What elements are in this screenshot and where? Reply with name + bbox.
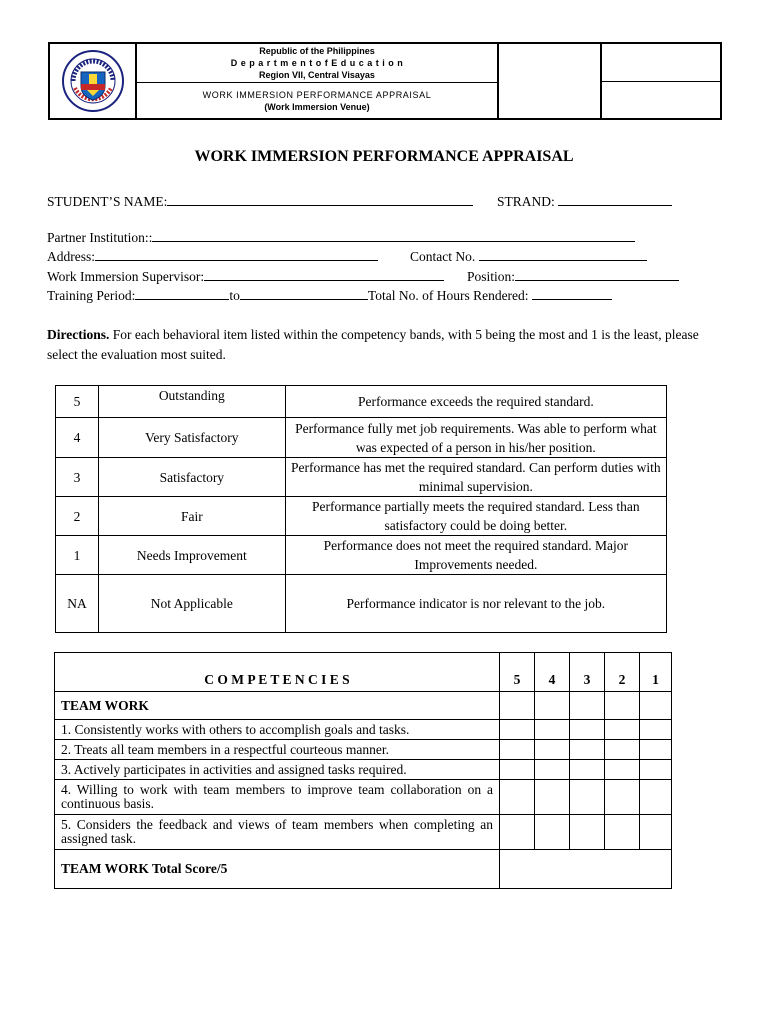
- competency-item: 3. Actively participates in activities and assigned tasks required.: [55, 760, 500, 780]
- total-label: TEAM WORK Total Score/5: [55, 850, 500, 889]
- scale-desc: Performance fully met job requirements. Was able to perform what was expected of a person in his/her position.: [285, 418, 666, 458]
- rating-col-1: 1: [640, 653, 672, 692]
- address-field[interactable]: [47, 248, 378, 265]
- rating-col-2: 2: [605, 653, 640, 692]
- strand-field[interactable]: [497, 193, 672, 210]
- partner-institution-label: Partner Institution::: [47, 230, 153, 245]
- scale-label: Fair: [98, 497, 285, 536]
- competency-row: [55, 720, 672, 740]
- rating-cell[interactable]: [640, 815, 672, 850]
- department-line: D e p a r t m e n t o f E d u c a t i o n: [230, 58, 404, 68]
- rating-cell[interactable]: [500, 815, 535, 850]
- scale-rating: NA: [56, 575, 99, 633]
- rating-cell[interactable]: [570, 780, 605, 815]
- rating-cell[interactable]: [500, 760, 535, 780]
- rating-cell[interactable]: [640, 780, 672, 815]
- scale-rating: 3: [56, 458, 99, 497]
- rating-cell[interactable]: [500, 692, 535, 720]
- rating-cell[interactable]: [640, 760, 672, 780]
- rating-cell[interactable]: [500, 780, 535, 815]
- scale-desc: Performance has met the required standard. Can perform duties with minimal supervision.: [285, 458, 666, 497]
- competency-item: 2. Treats all team members in a respectful courteous manner.: [55, 740, 500, 760]
- deped-seal-icon: [50, 44, 137, 118]
- student-name-label: STUDENT’S NAME:: [47, 194, 168, 209]
- rating-cell[interactable]: [500, 720, 535, 740]
- scale-label: Outstanding: [98, 386, 285, 418]
- competency-item: 4. Willing to work with team members to improve team collaboration on a continuous basis.: [55, 780, 500, 815]
- rating-cell[interactable]: [605, 815, 640, 850]
- scale-desc: Performance partially meets the required standard. Less than satisfactory could be doing better.: [285, 497, 666, 536]
- total-score-cell[interactable]: [500, 850, 672, 889]
- region-line: Region VII, Central Visayas: [259, 70, 375, 80]
- supervisor-label: Work Immersion Supervisor:: [47, 269, 205, 284]
- scale-row: [56, 536, 667, 575]
- section-title: TEAM WORK: [55, 692, 500, 720]
- scale-row: [56, 458, 667, 497]
- competency-row: [55, 760, 672, 780]
- scale-row: [56, 497, 667, 536]
- header-blank-cell-2: [602, 44, 720, 118]
- rating-cell[interactable]: [500, 740, 535, 760]
- competency-item: 1. Consistently works with others to accomplish goals and tasks.: [55, 720, 500, 740]
- competencies-table: [54, 652, 672, 889]
- rating-cell[interactable]: [640, 720, 672, 740]
- rating-cell[interactable]: [570, 720, 605, 740]
- rating-cell[interactable]: [605, 780, 640, 815]
- scale-label: Not Applicable: [98, 575, 285, 633]
- rating-cell[interactable]: [535, 760, 570, 780]
- address-label: Address:: [47, 249, 95, 264]
- position-field[interactable]: [467, 268, 679, 285]
- logo-cell: [50, 44, 137, 118]
- rating-cell[interactable]: [535, 780, 570, 815]
- scale-label: Needs Improvement: [98, 536, 285, 575]
- form-title-line: WORK IMMERSION PERFORMANCE APPRAISAL: [202, 90, 432, 100]
- scale-label: Very Satisfactory: [98, 418, 285, 458]
- section-row: [55, 692, 672, 720]
- rating-cell[interactable]: [570, 740, 605, 760]
- competencies-header: C O M P E T E N C I E S: [55, 653, 500, 692]
- student-name-field[interactable]: [47, 193, 473, 210]
- competency-row: [55, 740, 672, 760]
- competency-row: [55, 815, 672, 850]
- rating-cell[interactable]: [640, 740, 672, 760]
- rating-col-3: 3: [570, 653, 605, 692]
- venue-line: (Work Immersion Venue): [264, 102, 370, 112]
- rating-cell[interactable]: [605, 740, 640, 760]
- hours-label: Total No. of Hours Rendered:: [367, 288, 529, 303]
- to-label: to: [229, 288, 240, 303]
- supervisor-field[interactable]: [47, 268, 444, 285]
- rating-cell[interactable]: [570, 760, 605, 780]
- rating-cell[interactable]: [535, 692, 570, 720]
- scale-rating: 4: [56, 418, 99, 458]
- letterhead-text-cell: [137, 44, 499, 118]
- scale-desc: Performance does not meet the required standard. Major Improvements needed.: [285, 536, 666, 575]
- rating-col-4: 4: [535, 653, 570, 692]
- scale-row: [56, 575, 667, 633]
- rating-cell[interactable]: [605, 692, 640, 720]
- directions: [47, 325, 717, 365]
- header-blank-cell: [499, 44, 602, 118]
- training-period-field[interactable]: [47, 287, 612, 304]
- rating-cell[interactable]: [570, 692, 605, 720]
- rating-cell[interactable]: [535, 815, 570, 850]
- rating-col-5: 5: [500, 653, 535, 692]
- partner-institution-field[interactable]: [47, 229, 635, 246]
- scale-row: [56, 386, 667, 418]
- rating-scale-table: [55, 385, 667, 633]
- scale-row: [56, 418, 667, 458]
- rating-cell[interactable]: [535, 740, 570, 760]
- scale-rating: 1: [56, 536, 99, 575]
- directions-label: Directions.: [47, 327, 110, 342]
- rating-cell[interactable]: [570, 815, 605, 850]
- scale-rating: 5: [56, 386, 99, 418]
- scale-desc: Performance indicator is nor relevant to the job.: [285, 575, 666, 633]
- scale-label: Satisfactory: [98, 458, 285, 497]
- rating-cell[interactable]: [605, 720, 640, 740]
- position-label: Position:: [467, 269, 516, 284]
- strand-label: STRAND:: [497, 194, 555, 209]
- letterhead-box: [48, 42, 722, 120]
- page-title: WORK IMMERSION PERFORMANCE APPRAISAL: [194, 148, 574, 165]
- competency-item: 5. Considers the feedback and views of team members when completing an assigned task.: [55, 815, 500, 850]
- rating-cell[interactable]: [605, 760, 640, 780]
- rating-cell[interactable]: [535, 720, 570, 740]
- scale-desc: Performance exceeds the required standard.: [285, 386, 666, 418]
- republic-line: Republic of the Philippines: [259, 46, 375, 56]
- contact-label: Contact No.: [410, 249, 476, 264]
- directions-text: For each behavioral item listed within the competency bands, with 5 being the most and 1 is the least, please select the evaluation most suited.: [47, 327, 699, 362]
- scale-rating: 2: [56, 497, 99, 536]
- competency-row: [55, 780, 672, 815]
- competencies-header-row: [55, 653, 672, 692]
- rating-cell[interactable]: [640, 692, 672, 720]
- training-period-label: Training Period:: [47, 288, 136, 303]
- contact-field[interactable]: [410, 248, 647, 265]
- total-row: [55, 850, 672, 889]
